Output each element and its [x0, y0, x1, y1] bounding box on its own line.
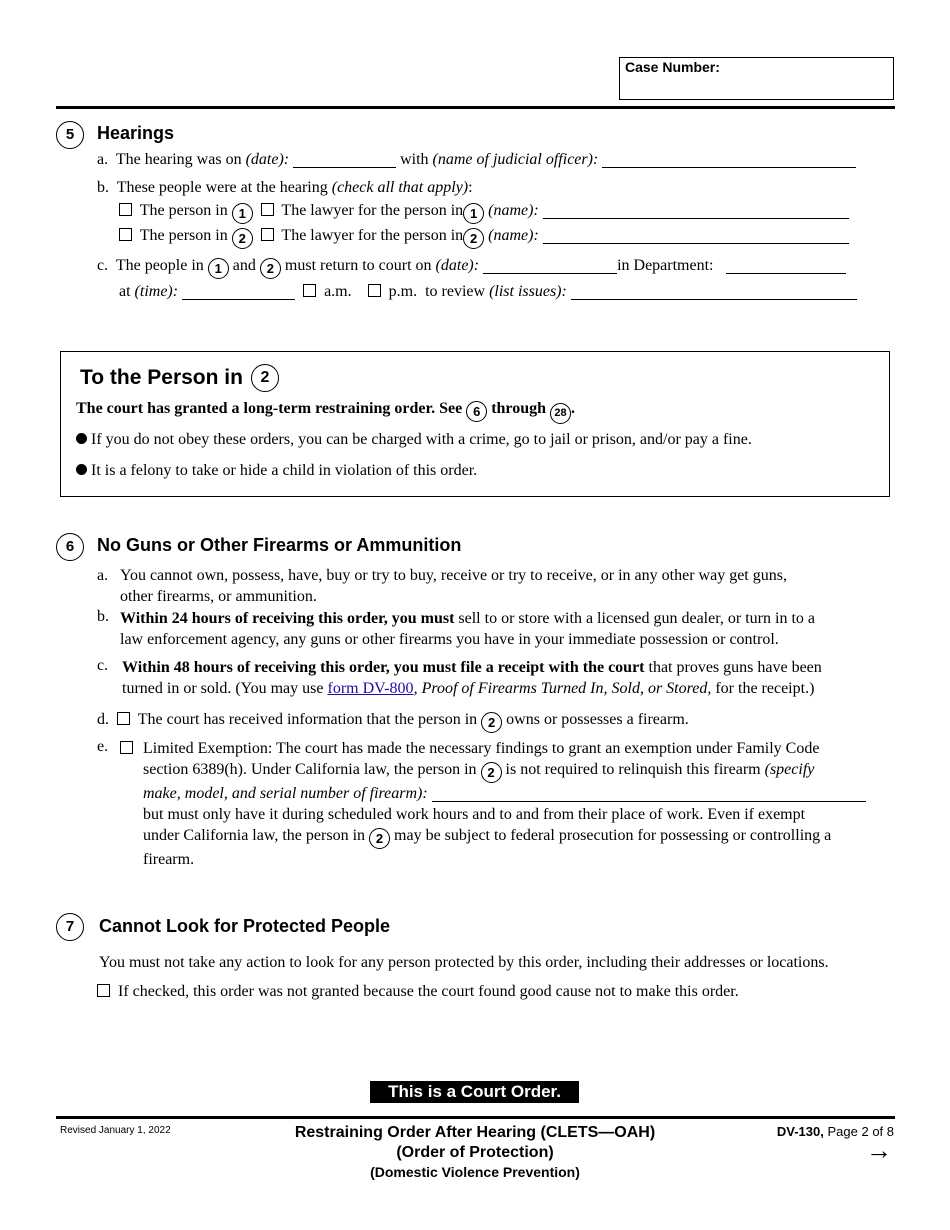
return-time-row: at (time): a.m. p.m. to review (list issues):	[119, 281, 857, 302]
party-1-number: 1	[232, 203, 253, 224]
court-order-banner: This is a Court Order.	[370, 1081, 579, 1103]
section-7	[56, 913, 896, 1013]
return-time-field[interactable]	[182, 283, 295, 300]
return-date-row: c. The people in 1 and 2 must return to court on (date): in Department:	[97, 255, 846, 279]
lawyer-1-checkbox[interactable]	[261, 203, 274, 216]
lawyer-1-name-field[interactable]	[543, 202, 849, 219]
notice-bullet-1: If you do not obey these orders, you can be charged with a crime, go to jail or prison, and/or pay a fine.	[76, 429, 752, 450]
lawyer-2-name-field[interactable]	[543, 227, 849, 244]
party-2-number: 2	[481, 712, 502, 733]
pm-checkbox[interactable]	[368, 284, 381, 297]
party-2-number: 2	[232, 228, 253, 249]
page-indicator: DV-130, Page 2 of 8	[776, 1124, 894, 1139]
person-2-checkbox[interactable]	[119, 228, 132, 241]
case-number-box[interactable]	[619, 57, 894, 100]
bullet-icon	[76, 433, 87, 444]
issues-field[interactable]	[571, 283, 857, 300]
section-5-number: 5	[56, 121, 84, 149]
section-7-number: 7	[56, 913, 84, 941]
section-5	[56, 119, 896, 309]
party-2-number: 2	[260, 258, 281, 279]
next-page-arrow-icon: →	[866, 1135, 892, 1165]
section-5-title: Hearings	[97, 123, 175, 143]
notice-box	[60, 351, 890, 497]
section-7-title: Cannot Look for Protected People	[99, 916, 391, 936]
case-number-label: Case Number:	[625, 59, 720, 75]
section-28-ref: 28	[550, 403, 571, 424]
party-2-number: 2	[481, 762, 502, 783]
footer-rule	[56, 1116, 895, 1119]
attendance-person-1-row: The person in 1 The lawyer for the person in 1 (name):	[119, 200, 849, 224]
hearing-date-field[interactable]	[293, 151, 396, 168]
section-6-title: No Guns or Other Firearms or Ammunition	[97, 535, 462, 555]
item-6b: b. Within 24 hours of receiving this order, you must sell to or store with a licensed gun dealer, or turn in to a law enforcement agency, any guns or other firearms you have in your immediate possession or control.	[97, 608, 815, 648]
section-6	[56, 532, 896, 872]
form-title: Restraining Order After Hearing (CLETS—OAH) (Order of Protection) (Domestic Violence Prevention)	[294, 1124, 656, 1180]
section-6-number: 6	[56, 533, 84, 561]
firearm-details-field[interactable]	[432, 785, 866, 802]
party-1-number: 1	[463, 203, 484, 224]
lawyer-2-checkbox[interactable]	[261, 228, 274, 241]
attendance-row: b. These people were at the hearing (check all that apply):	[97, 179, 473, 196]
limited-exemption-checkbox[interactable]	[120, 741, 133, 754]
section-7-body: You must not take any action to look for any person protected by this order, including their addresses or locations.	[99, 954, 829, 971]
section-6-ref: 6	[466, 401, 487, 422]
item-6a: a. You cannot own, possess, have, buy or try to buy, receive or try to receive, or in any other way get guns, other firearms, or ammunition.	[97, 567, 787, 605]
person-1-checkbox[interactable]	[119, 203, 132, 216]
notice-bullet-2: It is a felony to take or hide a child in violation of this order.	[76, 460, 477, 481]
bullet-icon	[76, 464, 87, 475]
party-2-number: 2	[463, 228, 484, 249]
item-6e: e. Limited Exemption: The court has made the necessary findings to grant an exemption under Family Code section 6389(h). Under California law, the person in 2 is not required to relinquish this firearm (specify make, model, and serial number of firearm): but must only have it during scheduled work hours and to and from their place of work. Even if exempt under California law, the person in 2 may be subject to federal prosecution for possessing or controlling a firearm.	[97, 738, 866, 870]
notice-granted: The court has granted a long-term restraining order. See 6 through 28 .	[76, 398, 575, 424]
not-granted-checkbox[interactable]	[97, 984, 110, 997]
revised-date: Revised January 1, 2022	[60, 1125, 171, 1136]
item-6d: d. The court has received information that the person in 2 owns or possesses a firearm.	[97, 709, 689, 733]
return-date-field[interactable]	[483, 257, 617, 274]
party-2-number: 2	[251, 364, 279, 392]
header-rule	[56, 106, 895, 109]
form-dv-800-link[interactable]: form DV-800	[327, 680, 414, 697]
am-checkbox[interactable]	[303, 284, 316, 297]
party-2-number: 2	[369, 828, 390, 849]
item-6c: c. Within 48 hours of receiving this order, you must file a receipt with the court that proves guns have been turned in or sold. (You may use form DV-800, Proof of Firearms Turned In, Sold, or Stored, for the receipt.)	[97, 657, 822, 697]
firearm-info-checkbox[interactable]	[117, 712, 130, 725]
party-1-number: 1	[208, 258, 229, 279]
judicial-officer-field[interactable]	[602, 151, 856, 168]
attendance-person-2-row: The person in 2 The lawyer for the person in 2 (name):	[119, 225, 849, 249]
hearing-date-row: a. The hearing was on (date): with (name of judicial officer):	[97, 149, 856, 170]
section-7-check-row: If checked, this order was not granted because the court found good cause not to make this order.	[97, 981, 739, 1002]
notice-title: To the Person in 2	[80, 364, 279, 392]
department-field[interactable]	[726, 257, 846, 274]
